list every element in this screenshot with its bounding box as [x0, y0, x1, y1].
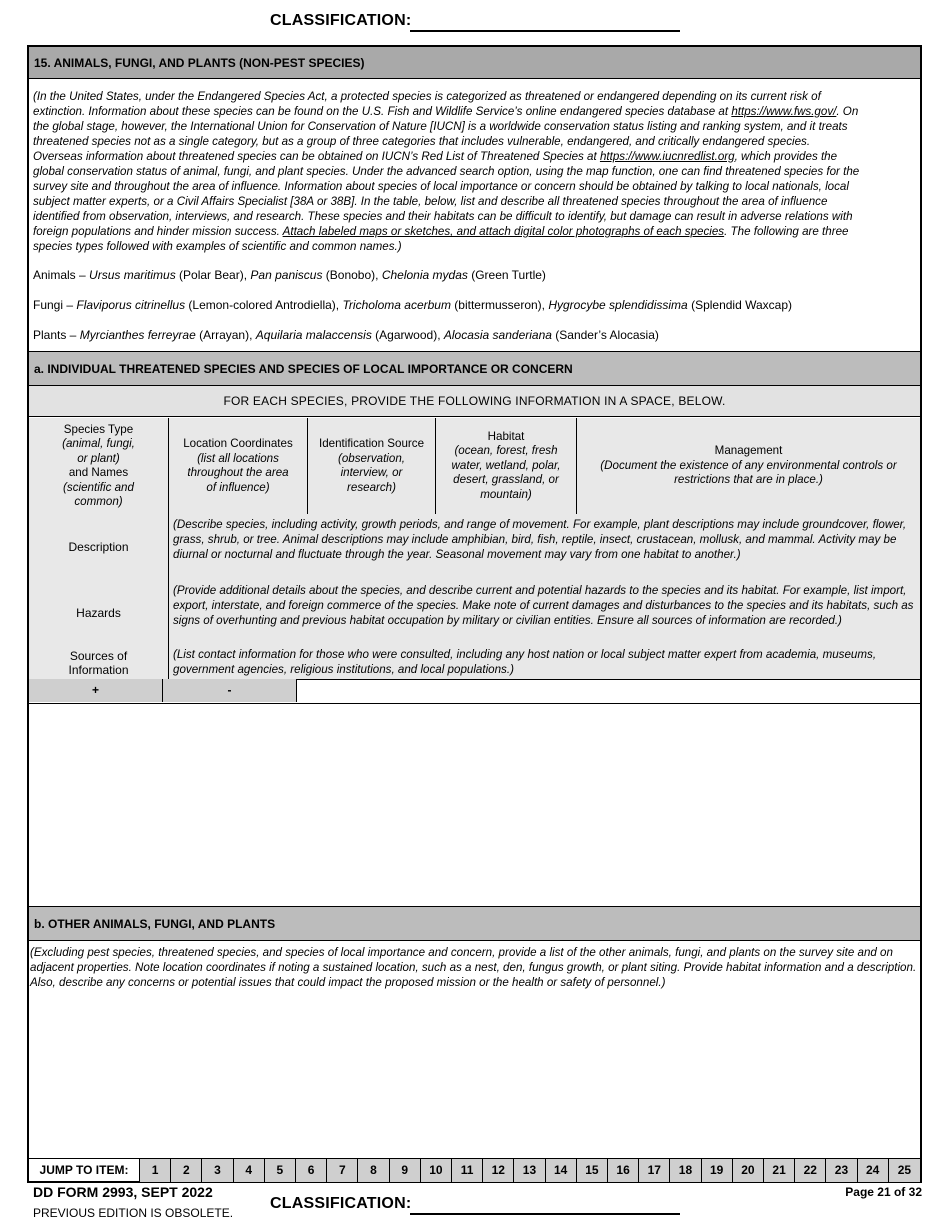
form-frame: [27, 45, 922, 1183]
jump-item-9[interactable]: 9: [390, 1159, 421, 1182]
jump-item-1[interactable]: 1: [140, 1159, 171, 1182]
jump-item-8[interactable]: 8: [358, 1159, 389, 1182]
jump-item-23[interactable]: 23: [826, 1159, 857, 1182]
classification-label: CLASSIFICATION:: [270, 12, 412, 29]
classification-field-bottom[interactable]: [410, 1213, 680, 1215]
jump-item-25[interactable]: 25: [889, 1159, 920, 1182]
jump-item-18[interactable]: 18: [670, 1159, 701, 1182]
hazards-label: Hazards: [29, 580, 169, 646]
classification-top: [270, 12, 411, 30]
jump-item-4[interactable]: 4: [234, 1159, 265, 1182]
jump-item-19[interactable]: 19: [702, 1159, 733, 1182]
jump-label: JUMP TO ITEM:: [29, 1159, 140, 1182]
jump-item-20[interactable]: 20: [733, 1159, 764, 1182]
subsection-a-instruction: FOR EACH SPECIES, PROVIDE THE FOLLOWING INFORMATION IN A SPACE, BELOW.: [29, 386, 920, 417]
description-text: (Describe species, including activity, growth periods, and range of movement. For example, plant descriptions may include groundcover, flower, grass, shrub, or tree. Animal descriptions may include amphibian, bird, fish, reptile, insect, crustacean, mollusk, and mammal. Activity may be diurnal or nocturnal and fluctuate through the year. Seasonal movement may vary from one habitat to another.): [173, 518, 907, 561]
remove-row-button[interactable]: -: [163, 679, 297, 702]
jump-item-6[interactable]: 6: [296, 1159, 327, 1182]
jump-item-21[interactable]: 21: [764, 1159, 795, 1182]
fws-link[interactable]: https://www.fws.gov/: [731, 105, 837, 118]
jump-item-14[interactable]: 14: [546, 1159, 577, 1182]
examples-plants: Plants – Myrcianthes ferreyrae (Arrayan), Aquilaria malaccensis (Agarwood), Alocasia sanderiana (Sander’s Alocasia): [33, 328, 659, 342]
examples-fungi: Fungi – Flaviporus citrinellus (Lemon-colored Antrodiella), Tricholoma acerbum (bittermusseron), Hygrocybe splendidissima (Splendid Waxcap): [33, 298, 793, 312]
jump-item-15[interactable]: 15: [577, 1159, 608, 1182]
species-entry-area[interactable]: [29, 704, 920, 906]
classification-field-top[interactable]: [410, 30, 680, 32]
jump-item-3[interactable]: 3: [202, 1159, 233, 1182]
form-number: DD FORM 2993, SEPT 2022: [33, 1184, 213, 1200]
row-controls: [29, 679, 920, 704]
col-source: Identification Source (observation, interview, or research): [308, 418, 436, 514]
species-column-headers: [29, 418, 920, 515]
col-species: Species Type (animal, fungi, or plant) and Names (scientific and common): [29, 418, 169, 514]
subsection-b-title: b. OTHER ANIMALS, FUNGI, AND PLANTS: [29, 906, 920, 941]
page-number: Page 21 of 32: [845, 1185, 922, 1199]
col-location: Location Coordinates (list all locations throughout the area of influence): [169, 418, 308, 514]
jump-item-2[interactable]: 2: [171, 1159, 202, 1182]
jump-item-12[interactable]: 12: [483, 1159, 514, 1182]
classification-label-bottom: CLASSIFICATION:: [270, 1195, 412, 1212]
description-row: [29, 514, 920, 581]
sources-row: [29, 646, 920, 680]
obsolete-note: PREVIOUS EDITION IS OBSOLETE.: [33, 1206, 234, 1220]
subsection-b-text: (Excluding pest species, threatened species, and species of local importance and concern, provide a list of the other animals, fungi, and plants on the survey site and on adjacent properties. Note location coordinates if noting a sustained location, such as a nest, den, fungus growth, or plant siting. Provide habitat information and a description. Also, describe any concerns or potential issues that could impact the proposed mission or the health or safety of personnel.): [30, 946, 917, 989]
jump-item-22[interactable]: 22: [795, 1159, 826, 1182]
hazards-row: [29, 580, 920, 647]
iucn-link[interactable]: https://www.iucnredlist.org: [599, 150, 735, 163]
sources-label: Sources of Information: [29, 646, 169, 679]
hazards-text: (Provide additional details about the species, and describe current and potential hazards to the species and its habitat. For example, list import, export, interstate, and foreign commerce of the species. Make note of current damages and disturbances to the species and its habitats, such as signs of overhunting and previous habitat occupation by military or civilian entities. Ensure all sources of information are recorded.): [173, 584, 914, 627]
col-habitat: Habitat (ocean, forest, fresh water, wetland, polar, desert, grassland, or mountain): [436, 418, 577, 514]
description-label: Description: [29, 514, 169, 580]
jump-item-16[interactable]: 16: [608, 1159, 639, 1182]
section-intro: (In the United States, under the Endangered Species Act, a protected species is categorized as threatened or endangered depending on its current risk of extinction. Information about these species can be found on the U.S. Fish and Wildlife Service’s online endangered species database at https://www.fws.gov/. On the global stage, however, the International Union for Conservation of Nature [IUCN] is a worldwide conservation status listing and ranking system, and it treats threatened species not as a single category, but as a group of three categories that includes vulnerable, endangered, and critically endangered species. Overseas information about threatened species can be obtained on IUCN’s Red List of Threatened Species at https://www.iucnredlist.org, which provides the global conservation status of animal, fungi, and plant species. Under the advanced search option, using the map function, one can find threatened species for the survey site and throughout the area of influence. Information about species of local importance or concern should be obtained by talking to local nationals, local subject matter experts, or a Civil Affairs Specialist [38A or 38B]. In the table, below, list and describe all threatened species throughout the area of influence identified from observation, interviews, and research. These species and their habitats can be difficult to identify, but damage can result in adverse relations with foreign populations and hinder mission success. Attach labeled maps or sketches, and attach digital color photographs of each species. The following are three species types followed with examples of scientific and common names.): [33, 90, 860, 253]
add-row-button[interactable]: +: [29, 679, 163, 702]
sources-text: (List contact information for those who were consulted, including any host nation or local subject matter expert from academia, museums, government agencies, religious institutions, and local populations.): [173, 648, 877, 676]
examples-animals: Animals – Ursus maritimus (Polar Bear), Pan paniscus (Bonobo), Chelonia mydas (Green Turtle): [33, 268, 546, 282]
subsection-a-title: a. INDIVIDUAL THREATENED SPECIES AND SPECIES OF LOCAL IMPORTANCE OR CONCERN: [29, 351, 920, 386]
jump-item-11[interactable]: 11: [452, 1159, 483, 1182]
jump-item-17[interactable]: 17: [639, 1159, 670, 1182]
other-species-field[interactable]: [29, 992, 920, 1156]
jump-item-13[interactable]: 13: [514, 1159, 545, 1182]
section-title: 15. ANIMALS, FUNGI, AND PLANTS (NON-PEST SPECIES): [29, 47, 920, 79]
col-management: Management (Document the existence of any environmental controls or restrictions that are in place.): [600, 444, 897, 487]
jump-item-24[interactable]: 24: [858, 1159, 889, 1182]
classification-bottom: [270, 1195, 411, 1213]
jump-item-5[interactable]: 5: [265, 1159, 296, 1182]
jump-item-10[interactable]: 10: [421, 1159, 452, 1182]
jump-to-item-bar: [29, 1158, 920, 1182]
jump-item-7[interactable]: 7: [327, 1159, 358, 1182]
